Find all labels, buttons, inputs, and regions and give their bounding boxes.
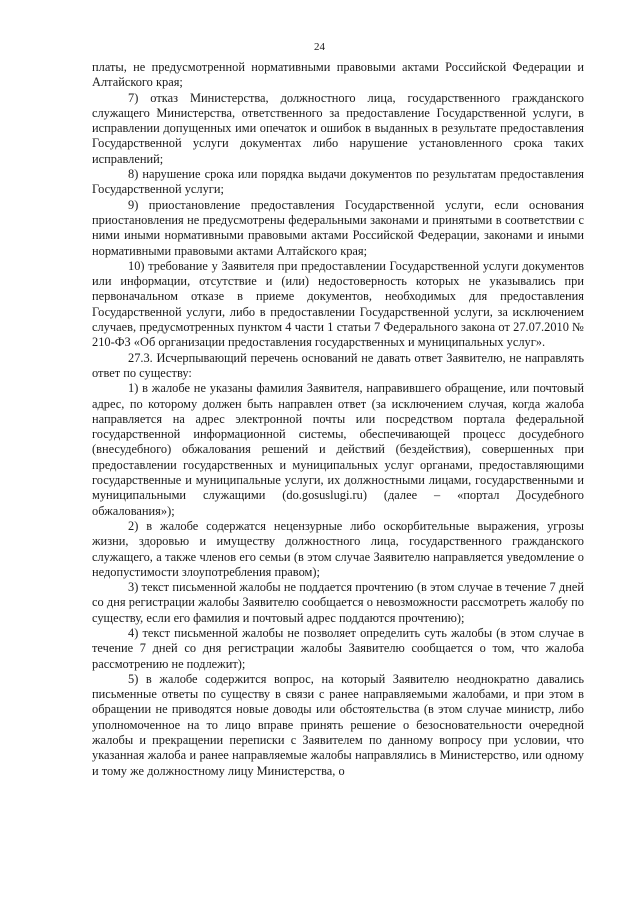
paragraph-item-9: 9) приостановление предоставления Государственной услуги, если основания приостановления не предусмотрены федеральными законами и принятыми в соответствии с ними иными нормативными правовыми актами Российской Федерации, законами и иными нормативными правовыми актами Алтайского края; xyxy=(92,197,584,258)
paragraph-item-4: 4) текст письменной жалобы не позволяет определить суть жалобы (в этом случае в течение 7 дней со дня регистрации жалобы Заявителю сообщается о том, что жалоба рассмотрению не подлежит); xyxy=(92,625,584,671)
paragraph-item-1: 1) в жалобе не указаны фамилия Заявителя, направившего обращение, или почтовый адрес, по которому должен быть направлен ответ (за исключением случая, когда жалоба направляется на адрес электронной почты или посредством портала федеральной государственной информационной системы, обеспечивающей процесс досудебного (внесудебного) обжалования решений и действий (бездействия), совершенных при предоставлении государственных и муниципальных услуг органами, предоставляющими государственные и муниципальные услуги, их должностными лицами, государственными и муниципальными служащими (do.gosuslugi.ru) (далее – «портал Досудебного обжалования»); xyxy=(92,381,584,518)
paragraph-item-8: 8) нарушение срока или порядка выдачи документов по результатам предоставления Государственной услуги; xyxy=(92,167,584,197)
paragraph-continuation: платы, не предусмотренной нормативными правовыми актами Российской Федерации и Алтайского края; xyxy=(92,60,584,90)
paragraph-item-10: 10) требование у Заявителя при предоставлении Государственной услуги документов или информации, отсутствие и (или) недостоверность которых не указывались при первоначальном отказе в приеме документов, необходимых для предоставления Государственной услуги, либо в предоставлении Государственной услуги, за исключением случаев, предусмотренных пунктом 4 части 1 статьи 7 Федерального закона от 27.07.2010 № 210-ФЗ «Об организации предоставления государственных и муниципальных услуг». xyxy=(92,258,584,350)
paragraph-item-3: 3) текст письменной жалобы не поддается прочтению (в этом случае в течение 7 дней со дня регистрации жалобы Заявителю сообщается о невозможности рассмотреть жалобу по существу, если его фамилия и почтовый адрес поддаются прочтению); xyxy=(92,580,584,625)
section-27-3-heading: 27.3. Исчерпывающий перечень оснований не давать ответ Заявителю, не направлять ответ по существу: xyxy=(92,350,584,380)
paragraph-item-5: 5) в жалобе содержится вопрос, на который Заявителю неоднократно давались письменные ответы по существу в связи с ранее направляемыми жалобами, и при этом в обращении не приводятся новые доводы или обстоятельства (в этом случае министр, либо уполномоченное на то лицо вправе принять решение о безосновательности очередной жалобы и прекращении переписки с Заявителем по данному вопросу при условии, что указанная жалоба и ранее направляемые жалобы направлялись в Министерство, или одному и тому же должностному лицу Министерства, о xyxy=(92,671,584,778)
document-body xyxy=(92,60,584,779)
page-number: 24 xyxy=(314,41,325,53)
paragraph-item-2: 2) в жалобе содержатся нецензурные либо оскорбительные выражения, угрозы жизни, здоровью и имуществу должностного лица, государственного гражданского служащего, а также членов его семьи (в этом случае Заявителю направляется уведомление о недопустимости злоупотребления правом); xyxy=(92,518,584,579)
paragraph-item-7: 7) отказ Министерства, должностного лица, государственного гражданского служащего Министерства, ответственного за предоставление Государственной услуги, в исправлении допущенных ими опечаток и ошибок в выданных в результате предоставления Государственной услуги документах либо нарушение установленного срока таких исправлений; xyxy=(92,90,584,166)
